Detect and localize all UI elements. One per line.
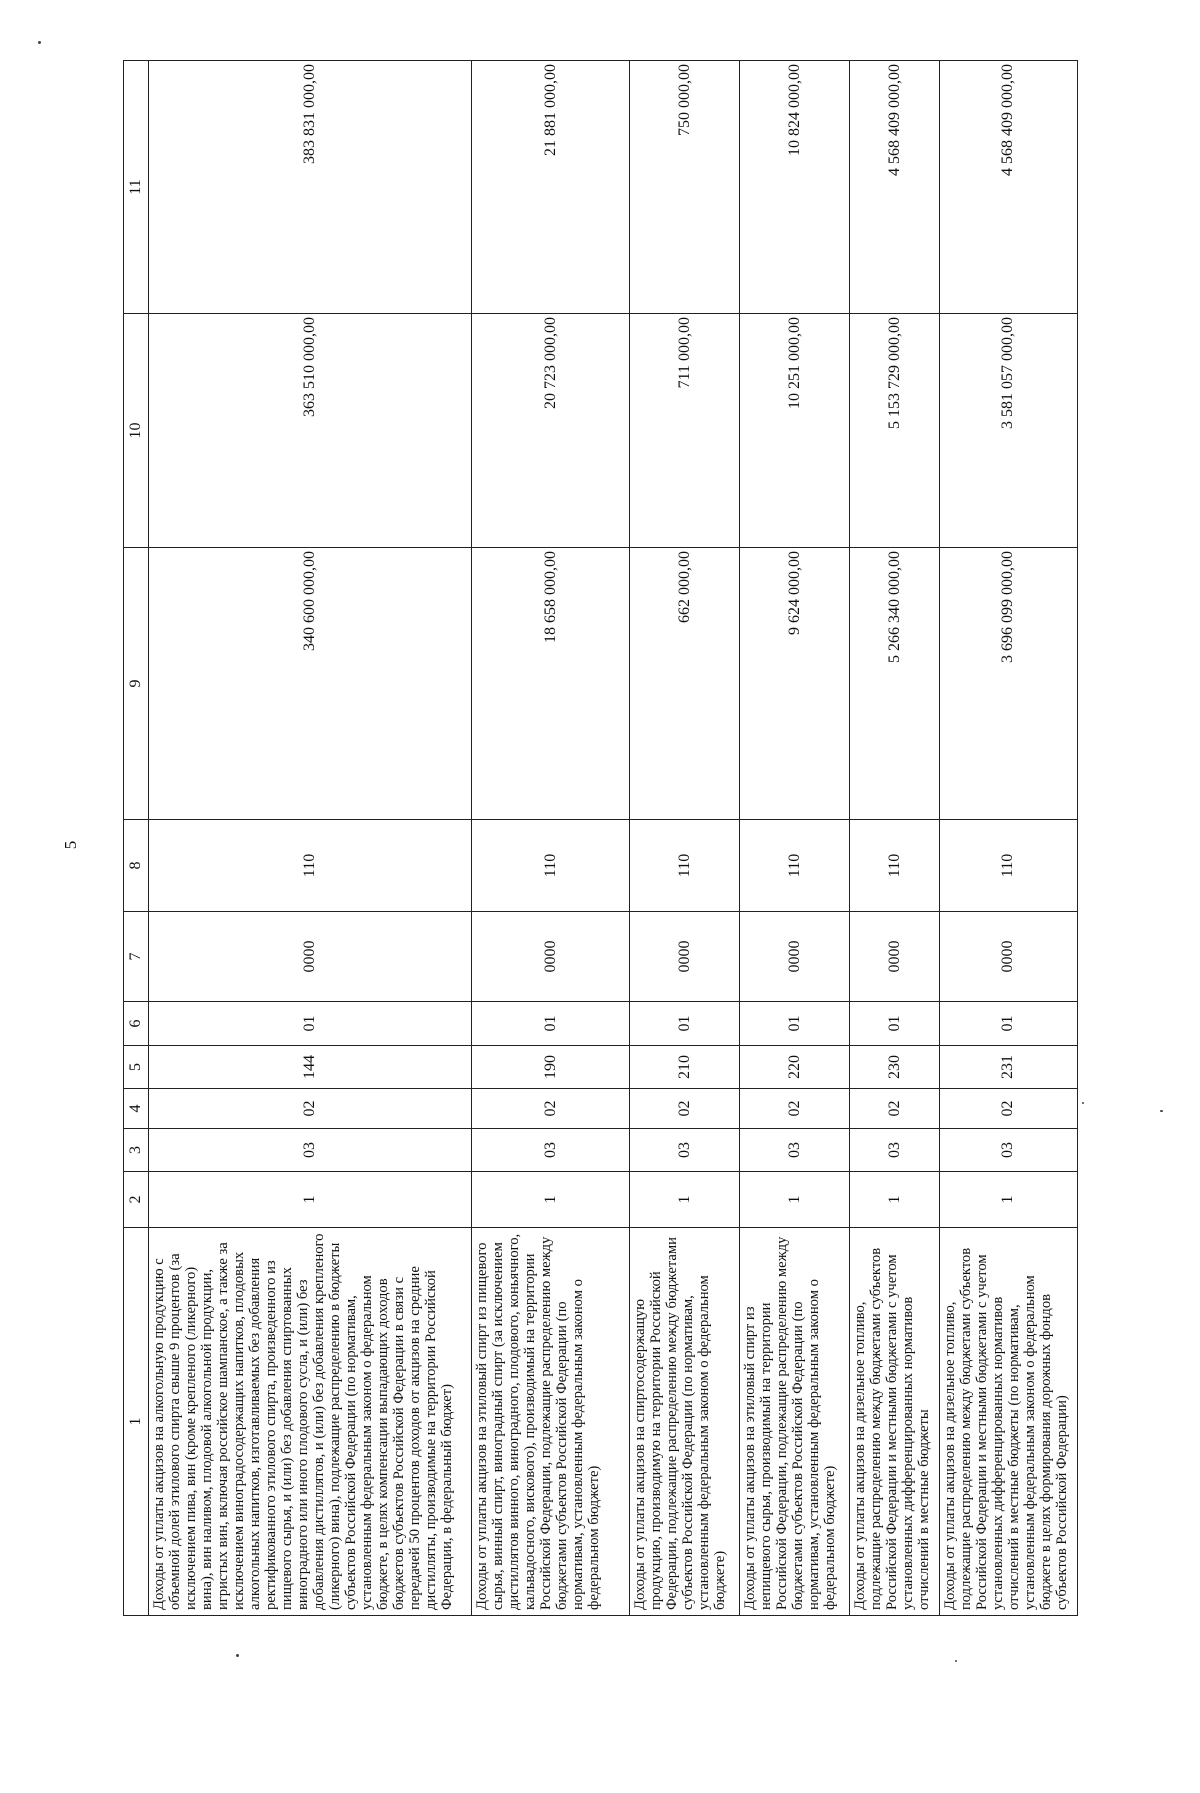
rotated-table-container <box>123 61 1078 1616</box>
budget-revenue-table <box>123 60 1078 1616</box>
amount-cell: 750 000,00 <box>629 60 739 313</box>
code-cell: 0000 <box>739 911 850 1001</box>
header-col-2: 2 <box>123 1171 148 1227</box>
code-cell: 03 <box>939 1128 1077 1171</box>
code-cell: 110 <box>629 819 739 911</box>
amount-cell: 340 600 000,00 <box>148 547 471 819</box>
code-cell: 1 <box>629 1171 739 1227</box>
code-cell: 02 <box>849 1088 939 1128</box>
row-description: Доходы от уплаты акцизов на дизельное топливо, подлежащие распределению между бюджетами субъектов Российской Федерации и местными бюджетами с учетом установленных дифференцированных нормативов отчислений в местные бюджеты <box>849 1227 939 1615</box>
code-cell: 01 <box>471 1001 629 1045</box>
amount-cell: 5 153 729 000,00 <box>849 313 939 547</box>
code-cell: 03 <box>629 1128 739 1171</box>
amount-cell: 5 266 340 000,00 <box>849 547 939 819</box>
code-cell: 1 <box>471 1171 629 1227</box>
code-cell: 0000 <box>148 911 471 1001</box>
code-cell: 0000 <box>939 911 1077 1001</box>
code-cell: 0000 <box>471 911 629 1001</box>
code-cell: 01 <box>629 1001 739 1045</box>
code-cell: 0000 <box>849 911 939 1001</box>
table-row <box>471 60 629 1615</box>
scan-speck <box>38 41 41 44</box>
code-cell: 110 <box>148 819 471 911</box>
code-cell: 01 <box>939 1001 1077 1045</box>
amount-cell: 363 510 000,00 <box>148 313 471 547</box>
header-col-9: 9 <box>123 547 148 819</box>
amount-cell: 10 824 000,00 <box>739 60 850 313</box>
table-row <box>629 60 739 1615</box>
code-cell: 0000 <box>629 911 739 1001</box>
row-description: Доходы от уплаты акцизов на этиловый спирт из пищевого сырья, винный спирт, виноградный спирт (за исключением дистиллятов винного, виноградного, плодового, коньячного, кальвадосного, вискового), производимый на территории Российской Федерации, подлежащие распределению между бюджетами субъектов Российской Федерации (по нормативам, установленным федеральным законом о федеральном бюджете) <box>471 1227 629 1615</box>
header-col-4: 4 <box>123 1088 148 1128</box>
header-col-6: 6 <box>123 1001 148 1045</box>
amount-cell: 3 581 057 000,00 <box>939 313 1077 547</box>
code-cell: 110 <box>739 819 850 911</box>
code-cell: 03 <box>739 1128 850 1171</box>
table-row <box>148 60 471 1615</box>
header-col-5: 5 <box>123 1045 148 1088</box>
amount-cell: 9 624 000,00 <box>739 547 850 819</box>
row-description: Доходы от уплаты акцизов на дизельное топливо, подлежащие распределению между бюджетами субъектов Российской Федерации и местными бюджетами с учетом установленных дифференцированных нормативов отчислений в местные бюджеты (по нормативам, установленным федеральным законом о федеральном бюджете в целях формирования дорожных фондов субъектов Российской Федерации) <box>939 1227 1077 1615</box>
code-cell: 110 <box>939 819 1077 911</box>
code-cell: 02 <box>629 1088 739 1128</box>
code-cell: 02 <box>148 1088 471 1128</box>
header-col-3: 3 <box>123 1128 148 1171</box>
row-description: Доходы от уплаты акцизов на спиртосодержащую продукцию, производимую на территории Российской Федерации, подлежащие распределению между бюджетами субъектов Российской Федерации (по нормативам, установленным федеральным законом о федеральном бюджете) <box>629 1227 739 1615</box>
code-cell: 1 <box>939 1171 1077 1227</box>
header-col-7: 7 <box>123 911 148 1001</box>
amount-cell: 20 723 000,00 <box>471 313 629 547</box>
scan-speck <box>1160 1110 1163 1112</box>
code-cell: 190 <box>471 1045 629 1088</box>
table-row <box>939 60 1077 1615</box>
code-cell: 01 <box>148 1001 471 1045</box>
table-row <box>739 60 850 1615</box>
amount-cell: 3 696 099 000,00 <box>939 547 1077 819</box>
scan-speck <box>236 1654 239 1657</box>
code-cell: 03 <box>471 1128 629 1171</box>
page-number: 5 <box>61 840 80 850</box>
header-row <box>123 60 148 1615</box>
row-description: Доходы от уплаты акцизов на алкогольную продукцию с объемной долей этилового спирта свыше 9 процентов (за исключением пива, вин (кроме крепленого (ликерного) вина), вин наливом, плодовой алкогольной продукции, игристых вин, включая российское шампанское, а также за исключением виноградосодержащих напитков, плодовых алкогольных напитков, изготавливаемых без добавления ректификованного этилового спирта, произведенного из пищевого сырья, и (или) без добавления спиртованных виноградного или иного плодового сусла, и (или) без добавления дистиллятов, и (или) без добавления крепленого (ликерного) вина), подлежащие распределению в бюджеты субъектов Российской Федерации (по нормативам, установленным федеральным законом о федеральном бюджете, в целях компенсации выпадающих доходов бюджетов субъектов Российской Федерации в связи с передачей 50 процентов доходов от акцизов на средние дистилляты, производимые на территории Российской Федерации, в федеральный бюджет) <box>148 1227 471 1615</box>
code-cell: 230 <box>849 1045 939 1088</box>
code-cell: 03 <box>849 1128 939 1171</box>
code-cell: 02 <box>939 1088 1077 1128</box>
amount-cell: 383 831 000,00 <box>148 60 471 313</box>
amount-cell: 10 251 000,00 <box>739 313 850 547</box>
header-col-1: 1 <box>123 1227 148 1615</box>
code-cell: 01 <box>739 1001 850 1045</box>
row-description: Доходы от уплаты акцизов на этиловый спирт из непищевого сырья, производимый на территории Российской Федерации, подлежащие распределению между бюджетами субъектов Российской Федерации (по нормативам, установленным федеральным законом о федеральном бюджете) <box>739 1227 850 1615</box>
table-row <box>849 60 939 1615</box>
code-cell: 110 <box>471 819 629 911</box>
code-cell: 1 <box>849 1171 939 1227</box>
amount-cell: 21 881 000,00 <box>471 60 629 313</box>
code-cell: 01 <box>849 1001 939 1045</box>
code-cell: 03 <box>148 1128 471 1171</box>
amount-cell: 18 658 000,00 <box>471 547 629 819</box>
amount-cell: 4 568 409 000,00 <box>849 60 939 313</box>
code-cell: 1 <box>739 1171 850 1227</box>
scan-speck <box>1082 1102 1084 1104</box>
amount-cell: 662 000,00 <box>629 547 739 819</box>
code-cell: 1 <box>148 1171 471 1227</box>
amount-cell: 711 000,00 <box>629 313 739 547</box>
table-rotation-wrapper <box>126 63 1200 1793</box>
code-cell: 220 <box>739 1045 850 1088</box>
amount-cell: 4 568 409 000,00 <box>939 60 1077 313</box>
code-cell: 110 <box>849 819 939 911</box>
code-cell: 02 <box>471 1088 629 1128</box>
code-cell: 231 <box>939 1045 1077 1088</box>
code-cell: 144 <box>148 1045 471 1088</box>
code-cell: 02 <box>739 1088 850 1128</box>
header-col-11: 11 <box>123 60 148 313</box>
header-col-8: 8 <box>123 819 148 911</box>
code-cell: 210 <box>629 1045 739 1088</box>
header-col-10: 10 <box>123 313 148 547</box>
scan-speck <box>955 1660 957 1662</box>
